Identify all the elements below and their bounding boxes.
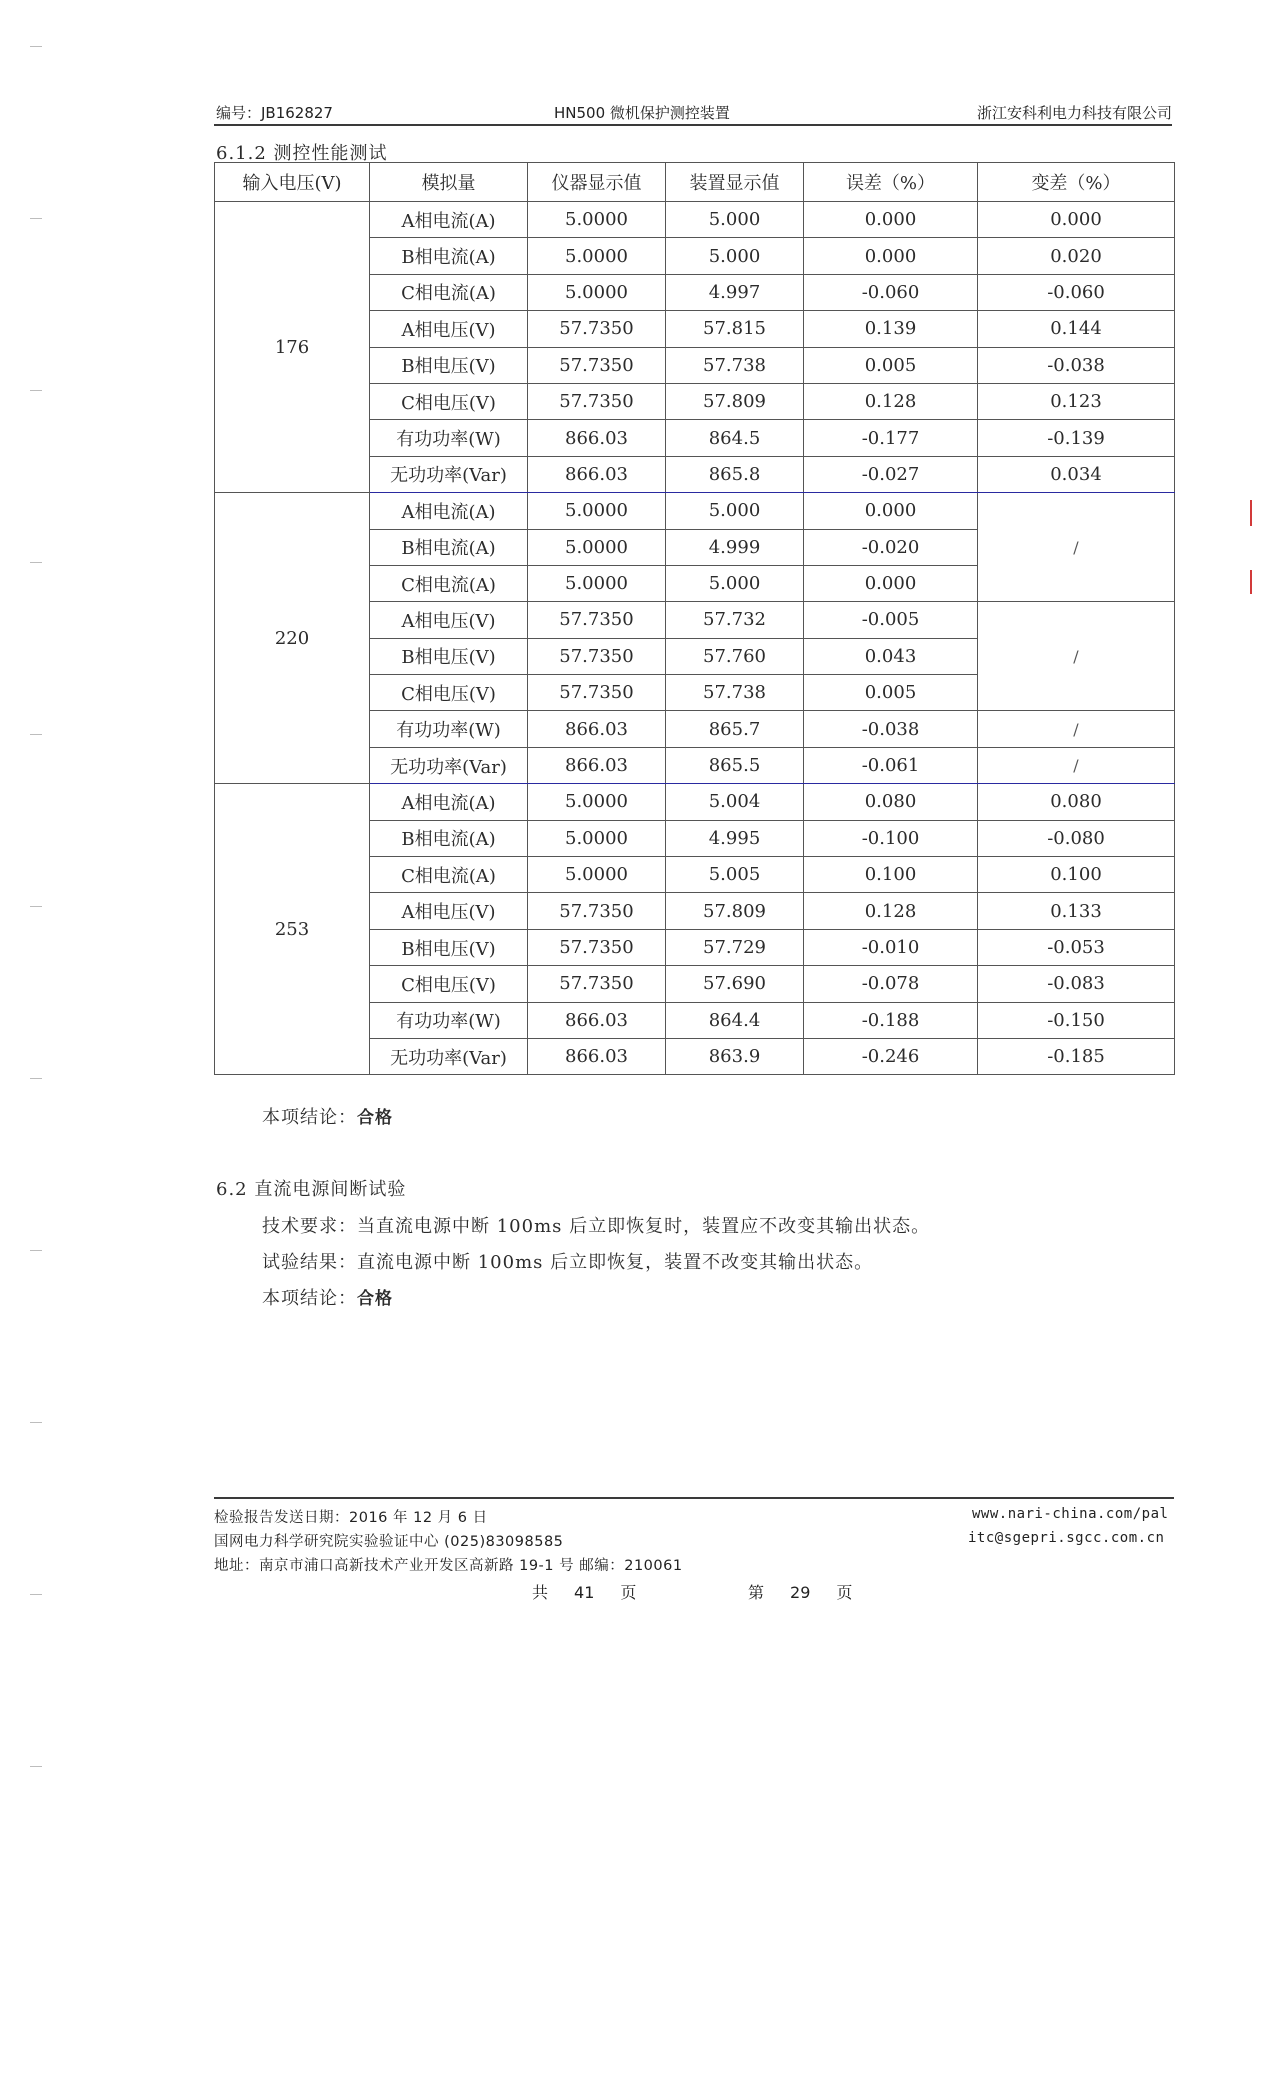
variance-slash-cell: / [978,711,1175,747]
current-page [748,1580,852,1603]
error-cell: 0.000 [804,202,978,238]
instrument-cell: 5.0000 [528,529,666,565]
page-header [214,100,1172,124]
device-cell: 865.7 [666,711,804,747]
variance-cell: 0.000 [978,202,1175,238]
error-cell: -0.038 [804,711,978,747]
instrument-cell: 57.7350 [528,383,666,419]
analog-cell: B相电流(A) [370,238,528,274]
error-cell: -0.100 [804,820,978,856]
total-pages-label: 共 [532,1583,549,1602]
variance-cell: 0.144 [978,311,1175,347]
footer-center: 国网电力科学研究院实验验证中心 (025)83098585 [214,1534,564,1550]
margin-tick [30,1250,42,1251]
header-input-voltage: 输入电压(V) [215,163,370,202]
error-cell: 0.128 [804,383,978,419]
device-cell: 57.738 [666,347,804,383]
device-cell: 865.8 [666,456,804,492]
table-row [215,784,1175,820]
error-cell: 0.000 [804,493,978,529]
margin-tick [30,1422,42,1423]
error-cell: -0.010 [804,929,978,965]
header-device-value: 装置显示值 [666,163,804,202]
analog-cell: 有功功率(W) [370,420,528,456]
instrument-cell: 5.0000 [528,493,666,529]
analog-cell: B相电流(A) [370,820,528,856]
analog-cell: C相电流(A) [370,857,528,893]
instrument-cell: 5.0000 [528,274,666,310]
variance-cell: -0.185 [978,1038,1175,1074]
analog-cell: A相电压(V) [370,893,528,929]
report-number: 编号：JB162827 [216,104,333,122]
instrument-cell: 5.0000 [528,857,666,893]
instrument-cell: 57.7350 [528,966,666,1002]
instrument-cell: 866.03 [528,711,666,747]
current-page-unit: 页 [836,1583,853,1602]
error-cell: -0.060 [804,274,978,310]
error-cell: 0.043 [804,638,978,674]
instrument-cell: 866.03 [528,1038,666,1074]
device-cell: 5.000 [666,493,804,529]
instrument-cell: 57.7350 [528,675,666,711]
device-cell: 57.760 [666,638,804,674]
device-cell: 57.690 [666,966,804,1002]
header-variance: 变差（%） [978,163,1175,202]
variance-cell: 0.133 [978,893,1175,929]
total-pages-unit: 页 [620,1583,637,1602]
test-result: 试验结果：直流电源中断 100ms 后立即恢复，装置不改变其输出状态。 [262,1252,874,1273]
analog-cell: A相电流(A) [370,202,528,238]
error-cell: 0.000 [804,565,978,601]
header-instrument-value: 仪器显示值 [528,163,666,202]
conclusion-label: 本项结论： [262,1107,357,1128]
conclusion-6-2 [262,1284,393,1310]
section-title: 6.1.2 测控性能测试 [216,143,388,164]
margin-tick [30,46,42,47]
variance-cell: 0.020 [978,238,1175,274]
header-analog: 模拟量 [370,163,528,202]
instrument-cell: 5.0000 [528,238,666,274]
variance-cell: 0.034 [978,456,1175,492]
instrument-cell: 5.0000 [528,565,666,601]
variance-cell: -0.139 [978,420,1175,456]
analog-cell: A相电压(V) [370,311,528,347]
variance-cell: -0.060 [978,274,1175,310]
instrument-cell: 866.03 [528,747,666,783]
table-header-row [215,163,1175,202]
analog-cell: A相电流(A) [370,493,528,529]
device-cell: 864.5 [666,420,804,456]
margin-tick [30,1078,42,1079]
instrument-cell: 57.7350 [528,929,666,965]
current-page-value: 29 [790,1583,811,1602]
instrument-cell: 5.0000 [528,202,666,238]
analog-cell: 有功功率(W) [370,1002,528,1038]
error-cell: -0.188 [804,1002,978,1038]
analog-cell: A相电压(V) [370,602,528,638]
error-cell: 0.139 [804,311,978,347]
table-row [215,202,1175,238]
error-cell: 0.000 [804,238,978,274]
device-cell: 5.004 [666,784,804,820]
company-name: 浙江安科利电力科技有限公司 [976,104,1172,122]
device-cell: 4.995 [666,820,804,856]
error-cell: -0.078 [804,966,978,1002]
footer-send-date: 检验报告发送日期：2016 年 12 月 6 日 [214,1510,488,1526]
technical-requirement: 技术要求：当直流电源中断 100ms 后立即恢复时，装置应不改变其输出状态。 [262,1216,931,1237]
variance-cell: -0.150 [978,1002,1175,1038]
instrument-cell: 5.0000 [528,820,666,856]
error-cell: -0.061 [804,747,978,783]
instrument-cell: 57.7350 [528,311,666,347]
variance-cell: 0.123 [978,383,1175,419]
analog-cell: 无功功率(Var) [370,456,528,492]
variance-cell: -0.083 [978,966,1175,1002]
margin-tick [30,1594,42,1595]
error-cell: -0.246 [804,1038,978,1074]
error-cell: -0.027 [804,456,978,492]
device-cell: 57.729 [666,929,804,965]
device-cell: 5.000 [666,238,804,274]
error-cell: -0.177 [804,420,978,456]
device-cell: 5.000 [666,565,804,601]
error-cell: 0.080 [804,784,978,820]
footer-address: 地址：南京市浦口高新技术产业开发区高新路 19-1 号 邮编：210061 [214,1558,683,1574]
device-cell: 57.732 [666,602,804,638]
analog-cell: 无功功率(Var) [370,747,528,783]
variance-slash-cell: / [978,493,1175,602]
device-cell: 57.809 [666,383,804,419]
analog-cell: C相电流(A) [370,274,528,310]
red-scan-mark [1250,570,1252,594]
voltage-group-cell: 253 [215,784,370,1075]
analog-cell: 无功功率(Var) [370,1038,528,1074]
instrument-cell: 57.7350 [528,893,666,929]
section-6-2-title: 6.2 直流电源间断试验 [216,1179,407,1200]
device-cell: 57.809 [666,893,804,929]
product-name: HN500 微机保护测控装置 [554,104,730,122]
device-cell: 57.738 [666,675,804,711]
current-page-label: 第 [748,1583,765,1602]
device-cell: 4.999 [666,529,804,565]
device-cell: 4.997 [666,274,804,310]
error-cell: -0.020 [804,529,978,565]
measurement-table [214,162,1175,1075]
error-cell: 0.100 [804,857,978,893]
margin-tick [30,390,42,391]
variance-cell: -0.080 [978,820,1175,856]
margin-tick [30,734,42,735]
variance-cell: 0.100 [978,857,1175,893]
analog-cell: B相电流(A) [370,529,528,565]
variance-slash-cell: / [978,602,1175,711]
device-cell: 864.4 [666,1002,804,1038]
margin-tick [30,1766,42,1767]
variance-slash-cell: / [978,747,1175,783]
conclusion-6-1-2 [262,1103,393,1129]
analog-cell: A相电流(A) [370,784,528,820]
device-cell: 5.005 [666,857,804,893]
red-scan-mark [1250,500,1252,526]
error-cell: 0.005 [804,675,978,711]
instrument-cell: 57.7350 [528,347,666,383]
total-pages-value: 41 [574,1583,595,1602]
margin-tick [30,906,42,907]
instrument-cell: 866.03 [528,1002,666,1038]
instrument-cell: 866.03 [528,420,666,456]
variance-cell: 0.080 [978,784,1175,820]
analog-cell: C相电压(V) [370,966,528,1002]
conclusion-value: 合格 [357,1289,393,1309]
variance-cell: -0.038 [978,347,1175,383]
analog-cell: 有功功率(W) [370,711,528,747]
voltage-group-cell: 220 [215,493,370,784]
device-cell: 865.5 [666,747,804,783]
header-error: 误差（%） [804,163,978,202]
instrument-cell: 57.7350 [528,638,666,674]
device-cell: 5.000 [666,202,804,238]
margin-tick [30,562,42,563]
instrument-cell: 57.7350 [528,602,666,638]
instrument-cell: 5.0000 [528,784,666,820]
error-cell: 0.005 [804,347,978,383]
error-cell: -0.005 [804,602,978,638]
table-row [215,493,1175,529]
total-pages [532,1580,636,1603]
footer-email: itc@sgepri.sgcc.com.cn [968,1530,1165,1546]
conclusion-label: 本项结论： [262,1288,357,1309]
variance-cell: -0.053 [978,929,1175,965]
device-cell: 863.9 [666,1038,804,1074]
instrument-cell: 866.03 [528,456,666,492]
voltage-group-cell: 176 [215,202,370,493]
analog-cell: C相电压(V) [370,675,528,711]
analog-cell: C相电流(A) [370,565,528,601]
conclusion-value: 合格 [357,1108,393,1128]
footer-website: www.nari-china.com/pal [972,1506,1169,1522]
footer-divider [214,1497,1174,1499]
analog-cell: C相电压(V) [370,383,528,419]
error-cell: 0.128 [804,893,978,929]
header-divider [214,124,1172,126]
analog-cell: B相电压(V) [370,347,528,383]
device-cell: 57.815 [666,311,804,347]
analog-cell: B相电压(V) [370,929,528,965]
margin-tick [30,218,42,219]
analog-cell: B相电压(V) [370,638,528,674]
